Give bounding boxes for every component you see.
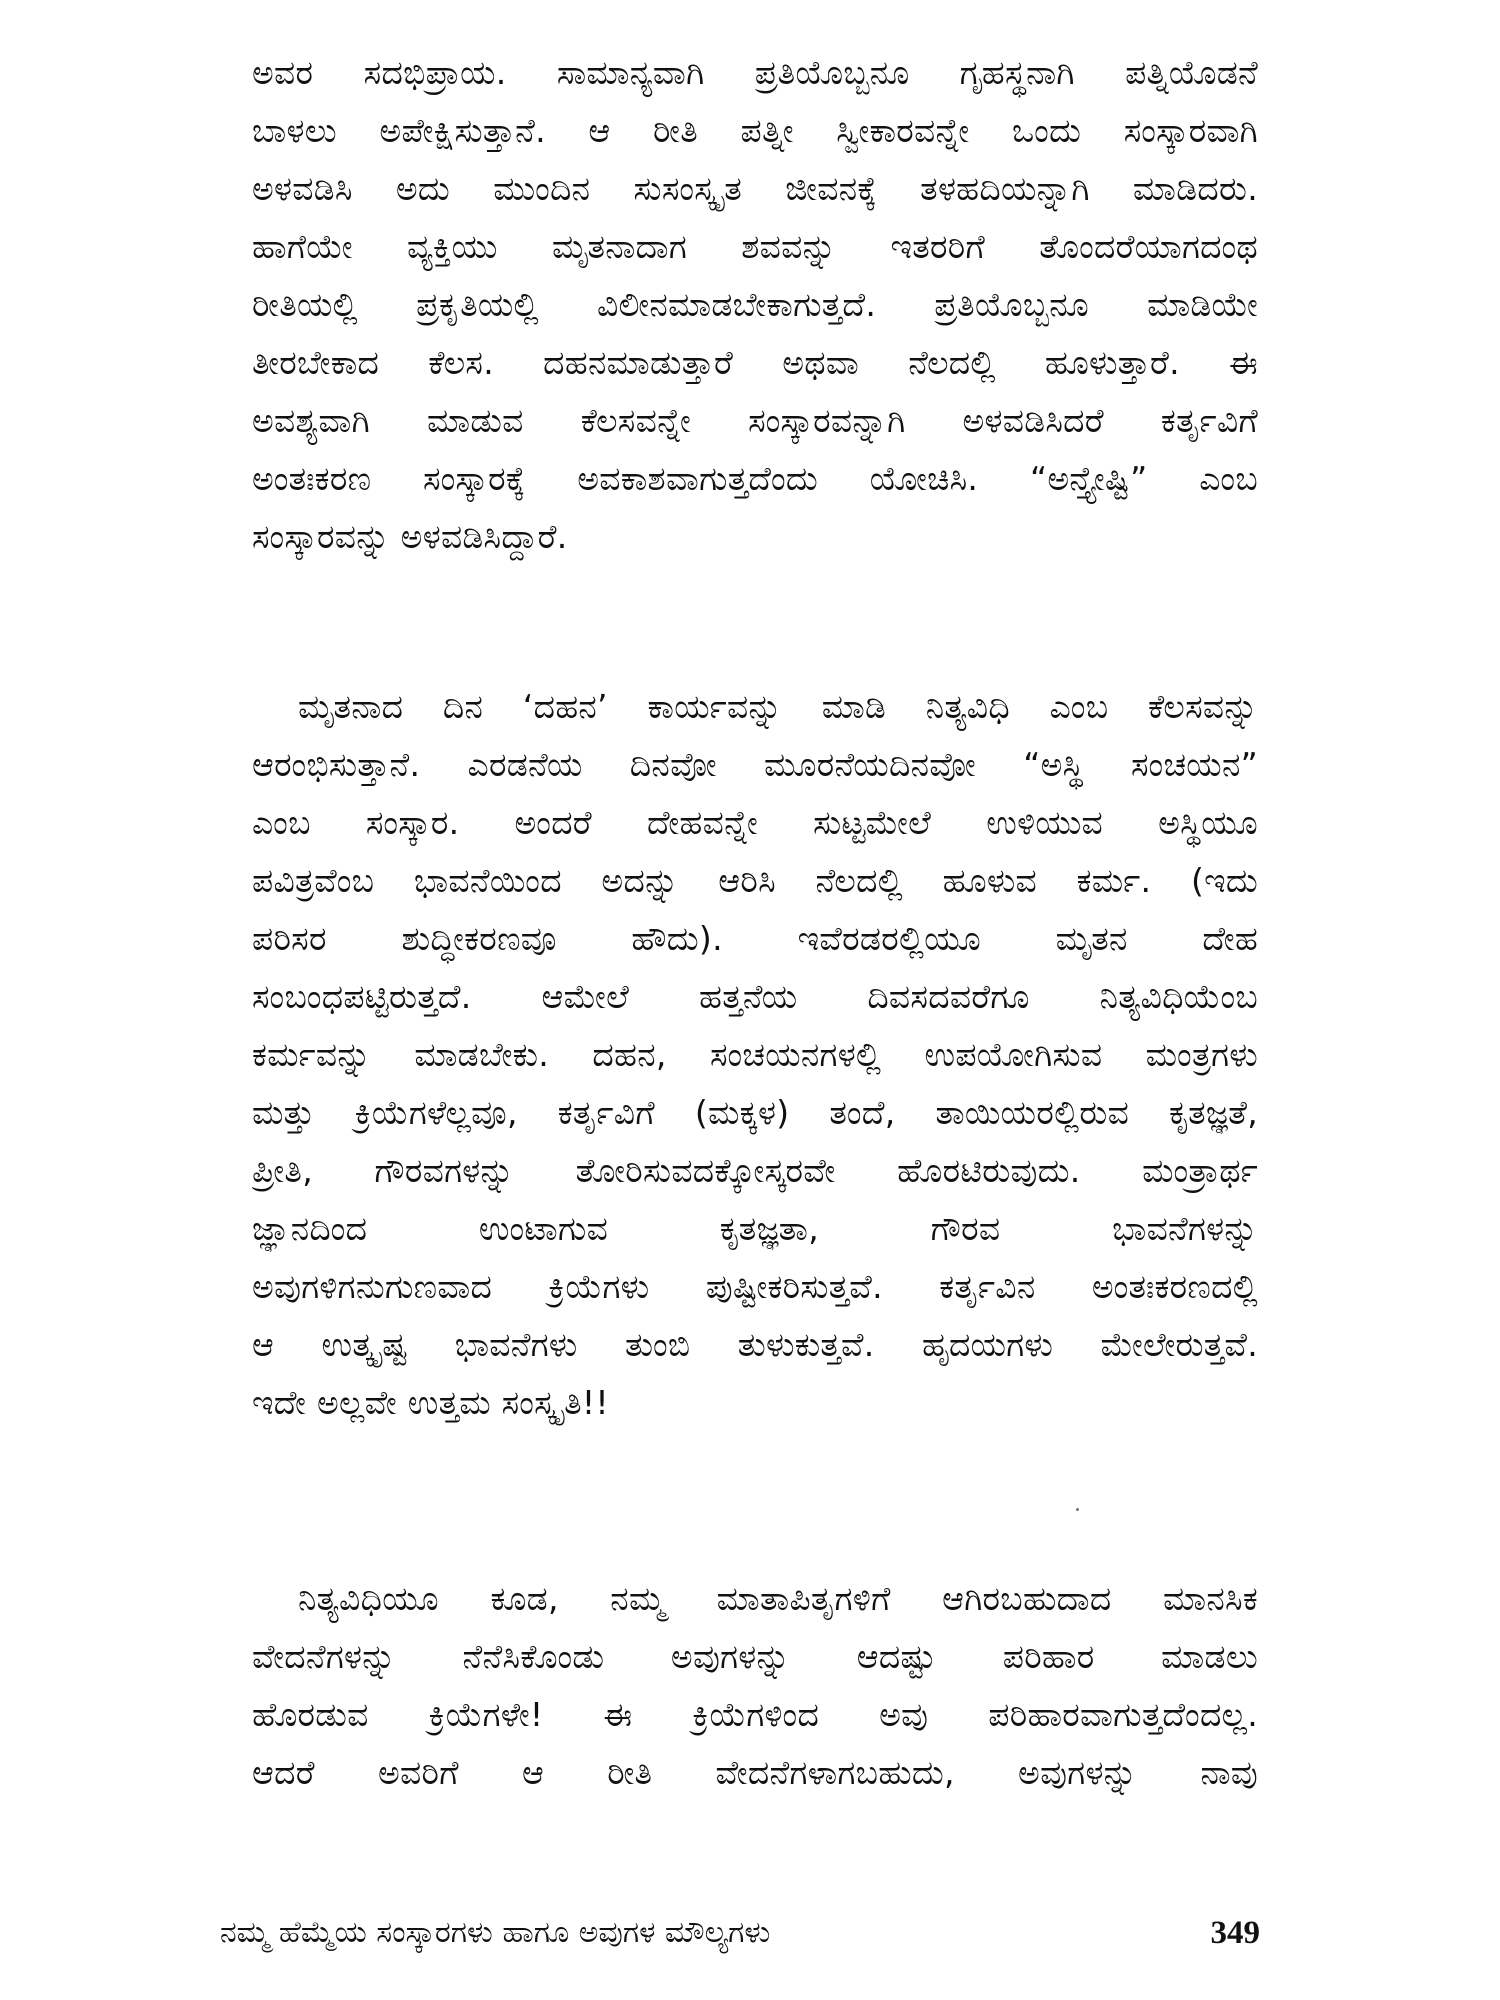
text-line: ಆ ಉತ್ಕೃಷ್ಟ ಭಾವನೆಗಳು ತುಂಬಿ ತುಳುಕುತ್ತವೆ. ಹೃದಯಗಳು ಮೇಲೇರುತ್ತವೆ. <box>252 1325 1258 1364</box>
text-line: ನಿತ್ಯವಿಧಿಯೂ ಕೂಡ, ನಮ್ಮ ಮಾತಾಪಿತೃಗಳಿಗೆ ಆಗಿರಬಹುದಾದ ಮಾನಸಿಕ <box>298 1579 1258 1618</box>
text-line: ಇದೇ ಅಲ್ಲವೇ ಉತ್ತಮ ಸಂಸ್ಕೃತಿ!! <box>252 1383 609 1422</box>
text-line: ಅಳವಡಿಸಿ ಅದು ಮುಂದಿನ ಸುಸಂಸ್ಕೃತ ಜೀವನಕ್ಕೆ ತಳಹದಿಯನ್ನಾಗಿ ಮಾಡಿದರು. <box>252 169 1258 208</box>
paragraph-1 <box>252 44 1258 566</box>
text-line: ಹಾಗೆಯೇ ವ್ಯಕ್ತಿಯು ಮೃತನಾದಾಗ ಶವವನ್ನು ಇತರರಿಗೆ ತೊಂದರೆಯಾಗದಂಥ <box>252 227 1258 266</box>
text-line: ಅವುಗಳಿಗನುಗುಣವಾದ ಕ್ರಿಯೆಗಳು ಪುಷ್ಟೀಕರಿಸುತ್ತವೆ. ಕರ್ತೃವಿನ ಅಂತಃಕರಣದಲ್ಲಿ <box>252 1267 1258 1306</box>
text-line: ಸಂಬಂಧಪಟ್ಟಿರುತ್ತದೆ. ಆಮೇಲೆ ಹತ್ತನೆಯ ದಿವಸದವರೆಗೂ ನಿತ್ಯವಿಧಿಯೆಂಬ <box>252 977 1258 1016</box>
paragraph-2 <box>252 678 1258 1432</box>
text-line: ಎಂಬ ಸಂಸ್ಕಾರ. ಅಂದರೆ ದೇಹವನ್ನೇ ಸುಟ್ಟಮೇಲೆ ಉಳಿಯುವ ಅಸ್ಥಿಯೂ <box>252 803 1258 842</box>
text-line: ಆರಂಭಿಸುತ್ತಾನೆ. ಎರಡನೆಯ ದಿನವೋ ಮೂರನೆಯದಿನವೋ “ಅಸ್ಥಿ ಸಂಚಯನ” <box>252 745 1258 784</box>
text-line: ರೀತಿಯಲ್ಲಿ ಪ್ರಕೃತಿಯಲ್ಲಿ ವಿಲೀನಮಾಡಬೇಕಾಗುತ್ತದೆ. ಪ್ರತಿಯೊಬ್ಬನೂ ಮಾಡಿಯೇ <box>252 285 1258 324</box>
text-line: ಸಂಸ್ಕಾರವನ್ನು ಅಳವಡಿಸಿದ್ದಾರೆ. <box>252 517 568 556</box>
text-line: ಬಾಳಲು ಅಪೇಕ್ಷಿಸುತ್ತಾನೆ. ಆ ರೀತಿ ಪತ್ನೀ ಸ್ವೀಕಾರವನ್ನೇ ಒಂದು ಸಂಸ್ಕಾರವಾಗಿ <box>252 111 1258 150</box>
text-line: ಮತ್ತು ಕ್ರಿಯೆಗಳೆಲ್ಲವೂ, ಕರ್ತೃವಿಗೆ (ಮಕ್ಕಳ) ತಂದೆ, ತಾಯಿಯರಲ್ಲಿರುವ ಕೃತಜ್ಞತೆ, <box>252 1093 1258 1132</box>
page-footer <box>220 1908 1260 1958</box>
text-line: ಅವಶ್ಯವಾಗಿ ಮಾಡುವ ಕೆಲಸವನ್ನೇ ಸಂಸ್ಕಾರವನ್ನಾಗಿ ಅಳವಡಿಸಿದರೆ ಕರ್ತೃವಿಗೆ <box>252 401 1258 440</box>
page-number: 349 <box>1210 1915 1260 1951</box>
scan-speck <box>1076 1508 1079 1511</box>
paragraph-3 <box>252 1570 1258 1802</box>
text-line: ಜ್ಞಾನದಿಂದ ಉಂಟಾಗುವ ಕೃತಜ್ಞತಾ, ಗೌರವ ಭಾವನೆಗಳನ್ನು <box>252 1209 1258 1248</box>
text-line: ಅವರ ಸದಭಿಪ್ರಾಯ. ಸಾಮಾನ್ಯವಾಗಿ ಪ್ರತಿಯೊಬ್ಬನೂ ಗೃಹಸ್ಥನಾಗಿ ಪತ್ನಿಯೊಡನೆ <box>252 53 1258 92</box>
text-line: ಪವಿತ್ರವೆಂಬ ಭಾವನೆಯಿಂದ ಅದನ್ನು ಆರಿಸಿ ನೆಲದಲ್ಲಿ ಹೂಳುವ ಕರ್ಮ. (ಇದು <box>252 861 1258 900</box>
text-line: ಪರಿಸರ ಶುದ್ಧೀಕರಣವೂ ಹೌದು). ಇವೆರಡರಲ್ಲಿಯೂ ಮೃತನ ದೇಹ <box>252 919 1258 958</box>
text-line: ತೀರಬೇಕಾದ ಕೆಲಸ. ದಹನಮಾಡುತ್ತಾರೆ ಅಥವಾ ನೆಲದಲ್ಲಿ ಹೂಳುತ್ತಾರೆ. ಈ <box>252 343 1258 382</box>
text-line: ಅಂತಃಕರಣ ಸಂಸ್ಕಾರಕ್ಕೆ ಅವಕಾಶವಾಗುತ್ತದೆಂದು ಯೋಚಿಸಿ. “ಅನ್ತ್ಯೇಷ್ಟಿ” ಎಂಬ <box>252 459 1258 498</box>
running-footer-title: ನಮ್ಮ ಹೆಮ್ಮೆಯ ಸಂಸ್ಕಾರಗಳು ಹಾಗೂ ಅವುಗಳ ಮೌಲ್ಯಗಳು <box>220 1915 771 1950</box>
text-line: ವೇದನೆಗಳನ್ನು ನೆನೆಸಿಕೊಂಡು ಅವುಗಳನ್ನು ಆದಷ್ಟು ಪರಿಹಾರ ಮಾಡಲು <box>252 1637 1258 1676</box>
text-line: ಮೃತನಾದ ದಿನ ‘ದಹನ’ ಕಾರ್ಯವನ್ನು ಮಾಡಿ ನಿತ್ಯವಿಧಿ ಎಂಬ ಕೆಲಸವನ್ನು <box>298 687 1258 726</box>
text-line: ಪ್ರೀತಿ, ಗೌರವಗಳನ್ನು ತೋರಿಸುವದಕ್ಕೋಸ್ಕರವೇ ಹೊರಟಿರುವುದು. ಮಂತ್ರಾರ್ಥ <box>252 1151 1258 1190</box>
text-line: ಹೊರಡುವ ಕ್ರಿಯೆಗಳೇ! ಈ ಕ್ರಿಯೆಗಳಿಂದ ಅವು ಪರಿಹಾರವಾಗುತ್ತದೆಂದಲ್ಲ. <box>252 1695 1258 1734</box>
text-line: ಕರ್ಮವನ್ನು ಮಾಡಬೇಕು. ದಹನ, ಸಂಚಯನಗಳಲ್ಲಿ ಉಪಯೋಗಿಸುವ ಮಂತ್ರಗಳು <box>252 1035 1258 1074</box>
text-line: ಆದರೆ ಅವರಿಗೆ ಆ ರೀತಿ ವೇದನೆಗಳಾಗಬಹುದು, ಅವುಗಳನ್ನು ನಾವು <box>252 1753 1258 1792</box>
